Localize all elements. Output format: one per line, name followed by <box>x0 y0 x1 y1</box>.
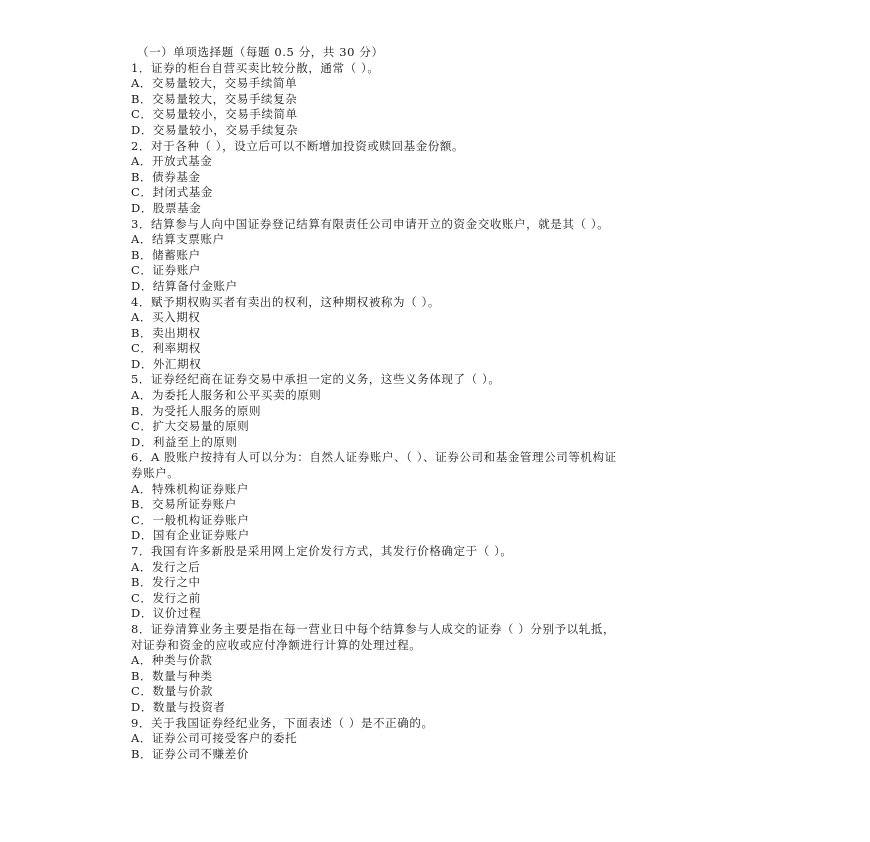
question-6-option-d: D．国有企业证券账户 <box>131 528 250 543</box>
question-8-option-d: D．数量与投资者 <box>131 699 226 714</box>
question-1-option-a: A．交易量较大，交易手续简单 <box>131 76 298 91</box>
question-7-option-d: D．议价过程 <box>131 606 202 621</box>
question-7-option-a: A．发行之后 <box>131 559 201 574</box>
question-7-stem: 7．我国有许多新股是采用网上定价发行方式，其发行价格确定于（ ）。 <box>131 544 513 558</box>
question-2-stem: 2．对于各种（ ），设立后可以不断增加投资或赎回基金份额。 <box>131 138 465 153</box>
question-5-option-d: D．利益至上的原则 <box>131 434 238 449</box>
question-5-option-c: C．扩大交易量的原则 <box>131 419 250 434</box>
question-3-stem: 3．结算参与人向中国证券登记结算有限责任公司申请开立的资金交收账户，就是其（ ）。 <box>131 216 610 231</box>
question-3-option-c: C．证券账户 <box>131 263 201 278</box>
question-2-option-a: A．开放式基金 <box>131 154 213 169</box>
question-9-stem: 9．关于我国证券经纪业务，下面表述（ ）是不正确的。 <box>131 715 434 730</box>
question-4-option-b: B．卖出期权 <box>131 325 201 340</box>
question-2-option-b: B．债券基金 <box>131 169 201 184</box>
question-3-option-b: B．储蓄账户 <box>131 247 201 262</box>
question-8-stem: 8．证券清算业务主要是指在每一营业日中每个结算参与人成交的证券（ ）分别予以轧抵， <box>131 621 616 636</box>
question-2-option-c: C．封闭式基金 <box>131 185 213 200</box>
question-1-stem: 1．证券的柜台自营买卖比较分散，通常（ ）。 <box>131 60 380 75</box>
question-6-stem-continuation: 券账户。 <box>131 466 180 481</box>
question-4-option-a: A．买入期权 <box>131 310 201 325</box>
question-1-option-c: C．交易量较小，交易手续简单 <box>131 107 298 122</box>
question-6-option-a: A．特殊机构证券账户 <box>131 481 249 496</box>
question-5-option-a: A．为委托人服务和公平买卖的原则 <box>131 388 322 403</box>
question-1-option-d: D．交易量较小，交易手续复杂 <box>131 122 299 137</box>
question-6-stem: 6．A 股账户按持有人可以分为：自然人证券账户、（ ）、证券公司和基金管理公司等机构证 <box>131 450 617 465</box>
question-1-option-b: B．交易量较大，交易手续复杂 <box>131 91 298 106</box>
question-3-option-d: D．结算备付金账户 <box>131 278 238 293</box>
question-4-stem: 4．赋予期权购买者有卖出的权利，这种期权被称为（ ）。 <box>131 294 440 309</box>
question-6-option-c: C．一般机构证券账户 <box>131 512 250 527</box>
question-7-option-c: C．发行之前 <box>131 590 201 605</box>
question-8-option-c: C．数量与价款 <box>131 684 213 699</box>
question-8-stem-continuation: 对证券和资金的应收或应付净额进行计算的处理过程。 <box>131 637 422 652</box>
question-9-option-b: B．证券公司不赚差价 <box>131 746 249 761</box>
question-9-option-a: A．证券公司可接受客户的委托 <box>131 731 298 746</box>
question-4-option-d: D．外汇期权 <box>131 356 202 371</box>
question-6-option-b: B．交易所证券账户 <box>131 497 237 512</box>
question-5-stem: 5．证券经纪商在证券交易中承担一定的义务，这些义务体现了（ ）。 <box>131 372 501 387</box>
question-7-option-b: B．发行之中 <box>131 575 201 590</box>
question-8-option-b: B．数量与种类 <box>131 668 213 683</box>
question-2-option-d: D．股票基金 <box>131 200 202 215</box>
section-title: （一）单项选择题（每题 0.5 分，共 30 分） <box>137 45 384 59</box>
question-3-option-a: A．结算支票账户 <box>131 232 225 247</box>
question-list <box>131 45 751 762</box>
question-4-option-c: C．利率期权 <box>131 341 201 356</box>
question-8-option-a: A．种类与价款 <box>131 653 213 668</box>
question-5-option-b: B．为受托人服务的原则 <box>131 403 262 418</box>
